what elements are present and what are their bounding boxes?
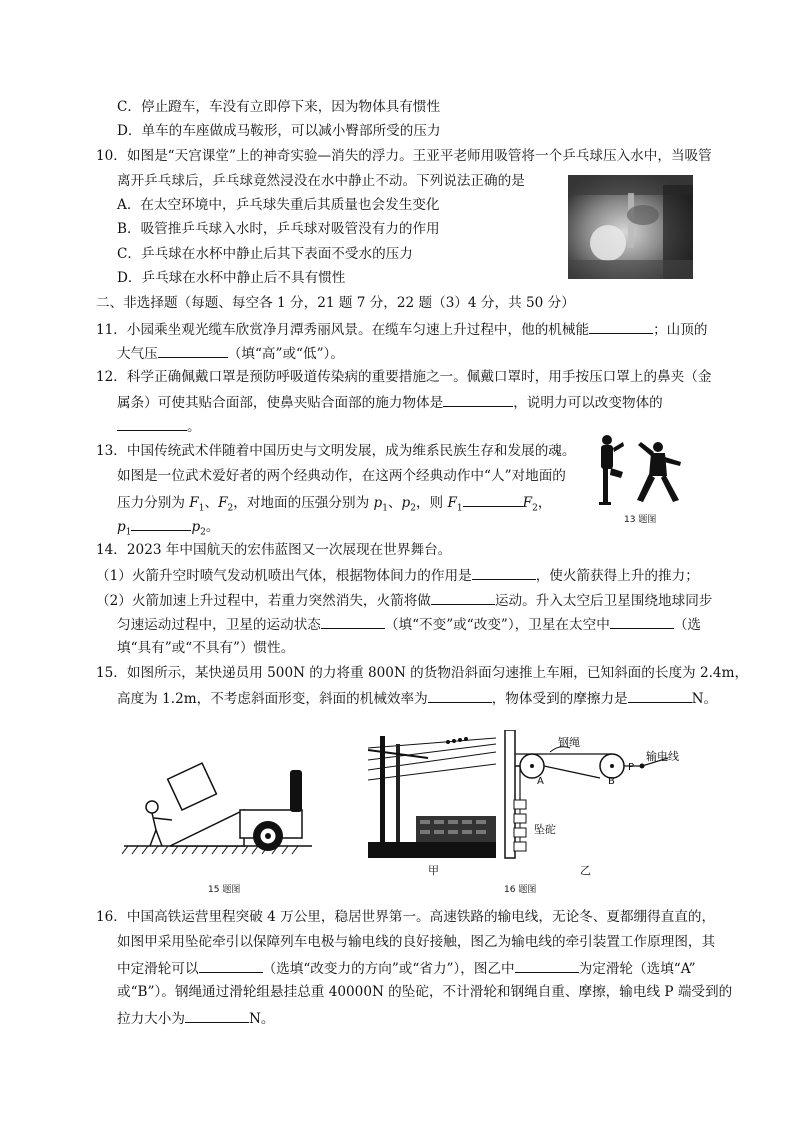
q9-option-d: D．单车的车座做成马鞍形，可以减小臀部所受的压力: [117, 123, 441, 139]
q13-line2: 如图是一位武术爱好者的两个经典动作，在这两个经典动作中“人”对地面的: [117, 468, 566, 484]
q16-label-wire: 输电线: [646, 750, 679, 763]
section-2-heading: 二、非选择题（每题、每空各 1 分，21 题 7 分，22 题（3）4 分，共 50 分）: [96, 295, 575, 311]
q14-line2: （2）火箭加速上升过程中，若重力突然消失，火箭将做 运动。升入太空后卫星围绕地球同步: [96, 589, 712, 611]
q15-blank-1[interactable]: [428, 687, 492, 703]
q16-line5: 拉力大小为 N。: [117, 1007, 274, 1029]
q16-label-b: B: [608, 776, 615, 787]
q13-blank-1[interactable]: [463, 491, 523, 507]
q16-blank-3[interactable]: [185, 1007, 249, 1023]
q16-label-yi: 乙: [580, 864, 591, 877]
q14-blank-4[interactable]: [610, 613, 674, 629]
q16-line2: 如图甲采用坠砣牵引以保障列车电极与输电线的良好接触，图乙为输电线的牵引装置工作原理图，其: [117, 934, 716, 950]
q10-photo-ping-pong-in-water: [568, 175, 693, 279]
q15-figure-ramp-truck: [122, 760, 314, 858]
q11-line1: 11．小园乘坐观光缆车欣赏净月潭秀丽风景。在缆车匀速上升过程中，他的机械能 ；山顶的: [96, 318, 707, 340]
q10-option-a: A．在太空环境中，乒乓球失重后其质量也会发生变化: [117, 197, 440, 213]
q16-label-a: A: [537, 776, 544, 787]
q11-blank-2[interactable]: [158, 342, 228, 358]
q16-blank-2[interactable]: [515, 957, 579, 973]
q13-line3: 压力分别为 $F_1$、$F_2$，对地面的压强分别为 $p_1$、$p_2$，则 $F_1$ $F_2$，: [117, 491, 551, 519]
q10-option-d: D．乒乓球在水杯中静止后不具有惯性: [117, 270, 346, 286]
q16-blank-1[interactable]: [199, 957, 263, 973]
q11-line2: 大气压 （填“高”或“低”）。: [117, 342, 344, 364]
q14-blank-2[interactable]: [431, 589, 495, 605]
q10-option-b: B．吸管推乒乓球入水时，乒乓球对吸管没有力的作用: [117, 221, 440, 237]
q14-line1: （1）火箭升空时喷气发动机喷出气体，根据物体间力的作用是 ，使火箭获得上升的推力；: [96, 564, 699, 586]
q16-label-rope: 钢绳: [558, 736, 580, 749]
q16-line3: 中定滑轮可以 （选填“改变力的方向”或“省力”），图乙中 为定滑轮（选填“A”: [117, 957, 696, 979]
q10-stem-line1: 10．如图是“天宫课堂”上的神奇实验—消失的浮力。王亚平老师用吸管将一个乒乓球压入水中，当吸管: [96, 148, 712, 164]
q13-figure-martial-arts: [593, 430, 695, 510]
q12-line3: 。: [117, 415, 201, 437]
q13-line1: 13．中国传统武术伴随着中国历史与文明发展，成为维系民族生存和发展的魂。: [96, 443, 576, 459]
q14-blank-1[interactable]: [472, 564, 536, 580]
q15-blank-2[interactable]: [628, 687, 692, 703]
q11-blank-1[interactable]: [589, 318, 653, 334]
q14-line4: 填“具有”或“不具有”）惯性。: [117, 640, 295, 656]
q14-head: 14．2023 年中国航天的宏伟蓝图又一次展现在世界舞台。: [96, 542, 452, 558]
q12-line2: 属条）可使其贴合面部，使鼻夹贴合面部的施力物体是 ，说明力可以改变物体的: [117, 391, 663, 413]
q12-blank-1[interactable]: [443, 391, 513, 407]
q16-figure-caption: 16 题图: [504, 885, 537, 895]
q14-blank-3[interactable]: [321, 613, 385, 629]
q14-line3: 匀速运动过程中，卫星的运动状态 （填“不变”或“改变”），卫星在太空中 （选: [117, 613, 701, 635]
q15-figure-caption: 15 题图: [208, 885, 241, 895]
q12-blank-2[interactable]: [117, 415, 187, 431]
q16-figure-jia-photo: [368, 730, 496, 858]
q16-label-weight: 坠砣: [534, 823, 556, 836]
q16-line4: 或“B”）。钢绳通过滑轮组悬挂总重 40000N 的坠砣，不计滑轮和钢绳自重、摩擦，输电线 P 端受到的: [117, 984, 733, 1000]
q16-label-jia: 甲: [428, 864, 439, 877]
q15-line1: 15．如图所示，某快递员用 500N 的力将重 800N 的货物沿斜面匀速推上车厢，已知斜面的长度为 2.4m，: [96, 665, 749, 681]
q12-line1: 12．科学正确佩戴口罩是预防呼吸道传染病的重要措施之一。佩戴口罩时，用手按压口罩上的鼻夹（金: [96, 369, 712, 385]
q10-stem-line2: 离开乒乓球后，乒乓球竟然浸没在水中静止不动。下列说法正确的是: [117, 173, 525, 189]
q13-blank-2[interactable]: [131, 515, 191, 531]
q15-line2: 高度为 1.2m，不考虑斜面形变，斜面的机械效率为 ，物体受到的摩擦力是 N。: [117, 687, 717, 709]
q13-line4: $p_1$ $p_2$。: [117, 515, 219, 543]
q9-option-c: C．停止蹬车，车没有立即停下来，因为物体具有惯性: [117, 99, 441, 115]
q16-label-p: P: [628, 762, 635, 773]
q10-option-c: C．乒乓球在水杯中静止后其下表面不受水的压力: [117, 246, 413, 262]
q16-line1: 16．中国高铁运营里程突破 4 万公里，稳居世界第一。高速铁路的输电线，无论冬、夏都绷得直直的，: [96, 909, 716, 925]
q13-figure-caption: 13 题图: [624, 515, 657, 525]
